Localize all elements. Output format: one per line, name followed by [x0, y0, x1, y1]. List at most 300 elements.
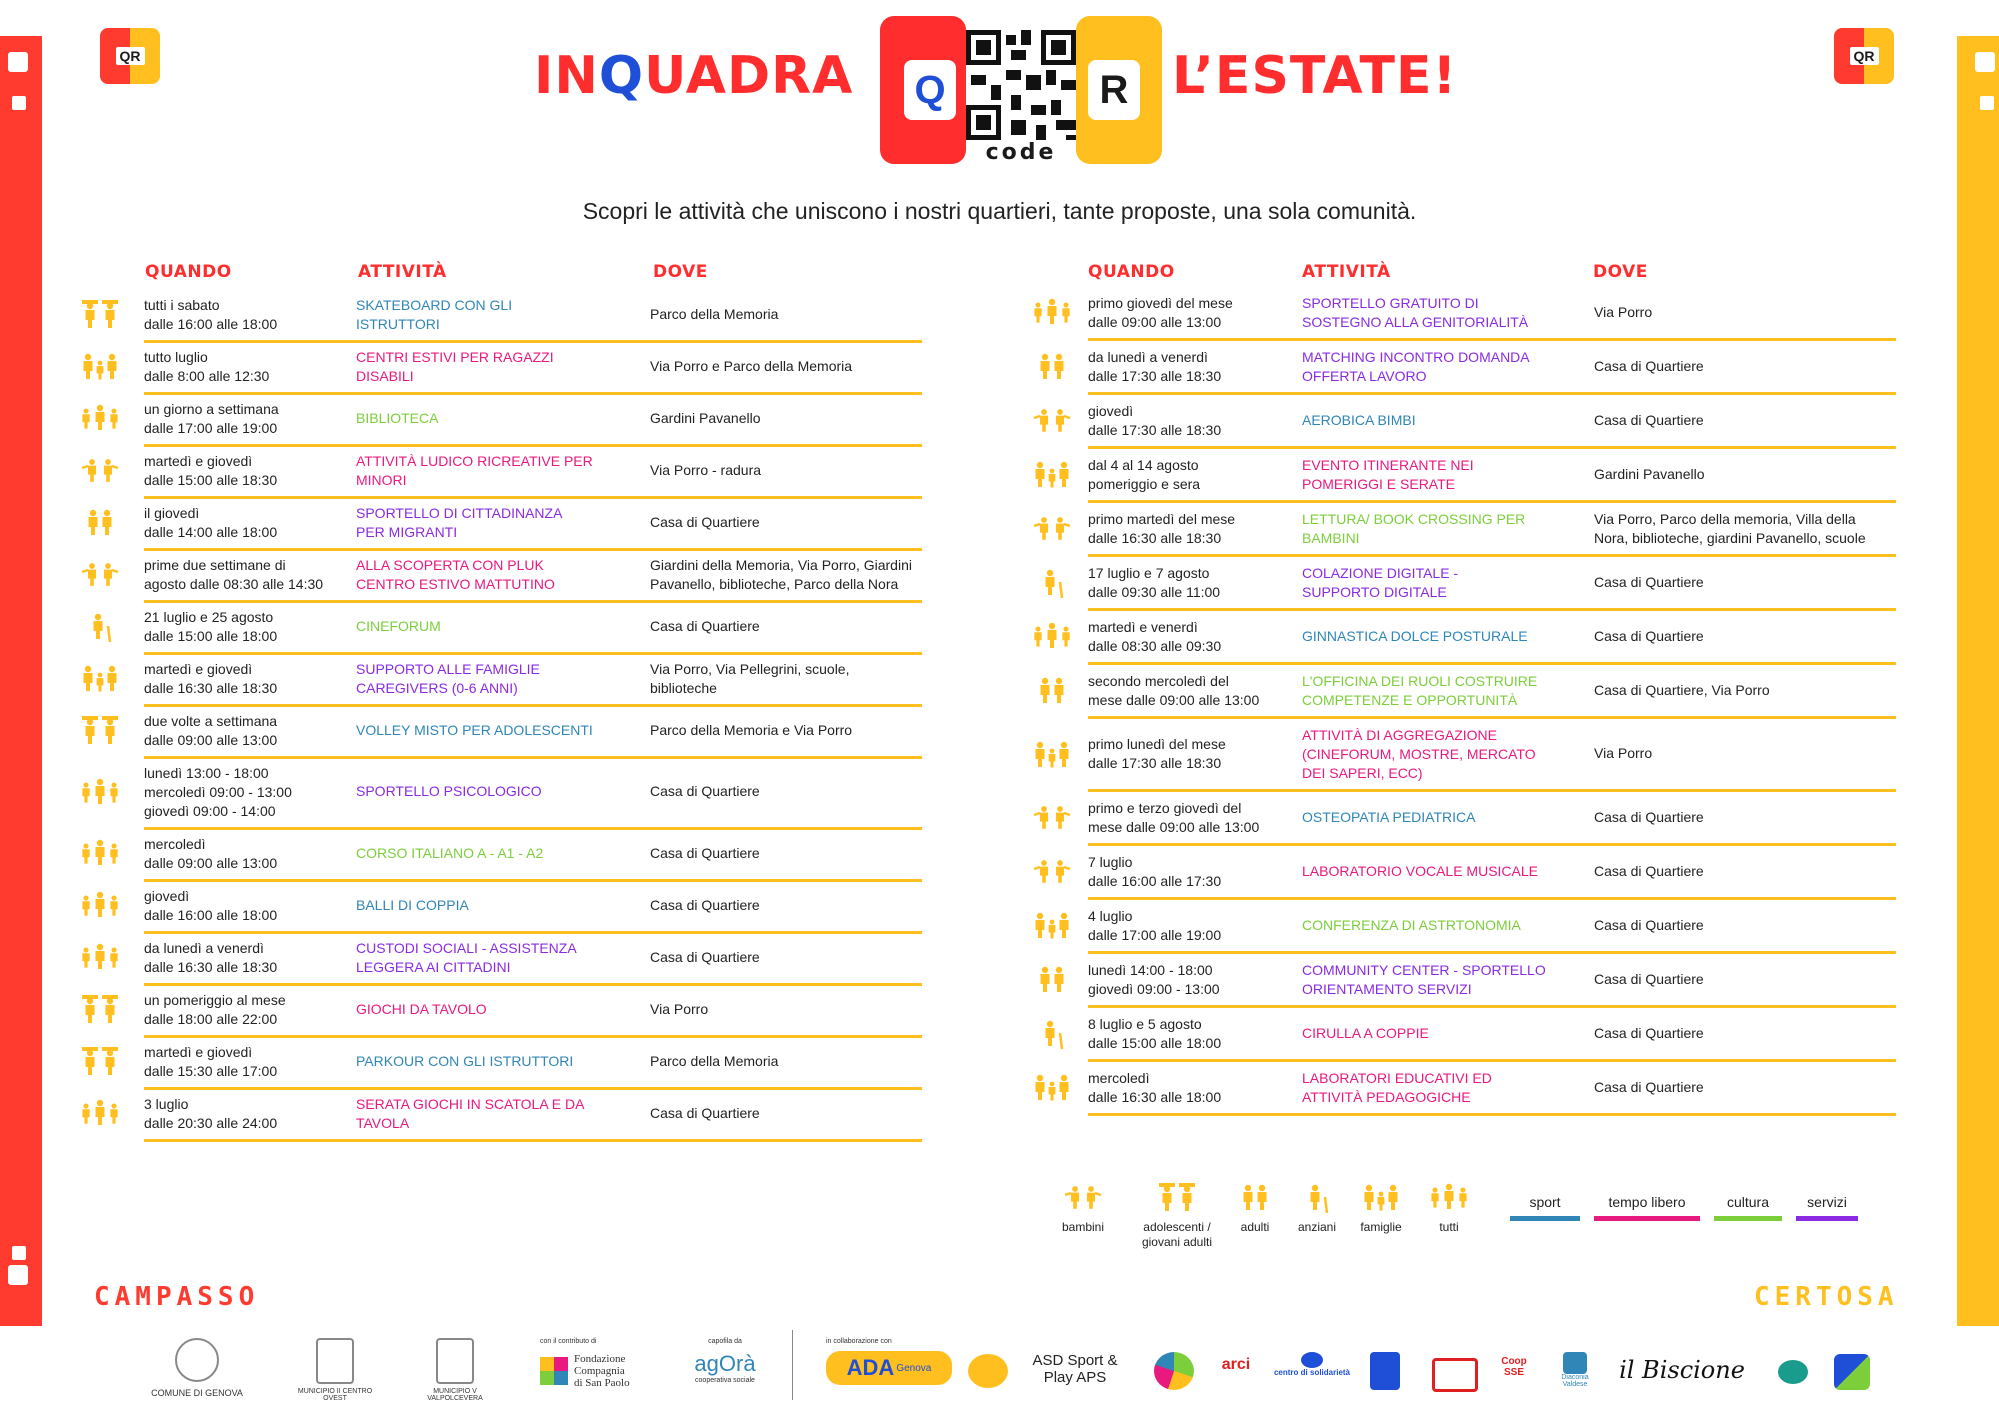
row-when [1088, 564, 1220, 602]
row-activity [1302, 672, 1537, 710]
row-when-line: dalle 17:30 alle 18:30 [1088, 755, 1222, 771]
row-activity-line: CINEFORUM [356, 618, 441, 634]
row-where-line: Pavanello, biblioteche, Parco della Nora [650, 576, 899, 592]
sponsor-handprint-icon [1154, 1352, 1194, 1390]
row-when [144, 660, 277, 698]
bambini-icon [1030, 855, 1074, 889]
row-divider [1088, 716, 1896, 719]
row-when [1088, 402, 1221, 440]
legend-category-label: tempo libero [1608, 1194, 1686, 1210]
row-activity [1302, 411, 1416, 430]
row-activity-line: ALLA SCOPERTA CON PLUK [356, 557, 544, 573]
legend-label: adolescenti / [1143, 1220, 1211, 1234]
row-where [650, 1000, 708, 1019]
row-where [1594, 573, 1704, 592]
legend-category-swatch [1714, 1216, 1782, 1221]
row-activity-line: POMERIGGI E SERATE [1302, 476, 1455, 492]
left-row-10 [78, 831, 958, 883]
legend-adolescenti [1132, 1180, 1222, 1250]
row-divider [144, 444, 922, 447]
left-peg-mid [12, 96, 26, 110]
bambini-icon [78, 558, 122, 592]
row-when-line: 4 luglio [1088, 908, 1133, 924]
adolescenti-icon [78, 1045, 122, 1079]
qr-badge-right-text: QR [1850, 47, 1879, 65]
row-divider [1088, 608, 1896, 611]
bambini-icon [1030, 801, 1074, 835]
fondazione-line1: Fondazione [574, 1353, 626, 1365]
legend-tutti [1424, 1180, 1474, 1235]
row-activity [356, 1000, 487, 1019]
row-when-line: mercoledì [1088, 1070, 1150, 1086]
row-when-line: dalle 09:00 alle 13:00 [144, 855, 278, 871]
right-frame-bar [1957, 36, 1999, 1326]
row-activity [1302, 294, 1528, 332]
row-activity-line: ATTIVITÀ LUDICO RICREATIVE PER [356, 453, 593, 469]
row-activity [1302, 961, 1546, 999]
row-activity [356, 939, 577, 977]
row-when-line: dalle 17:30 alle 18:30 [1088, 422, 1222, 438]
legend-category-label: servizi [1807, 1194, 1847, 1210]
left-row-5 [78, 552, 958, 604]
row-when-line: martedì e giovedì [144, 453, 253, 469]
row-when-line: dalle 16:30 alle 18:30 [144, 959, 278, 975]
row-where [650, 556, 912, 594]
row-where [1594, 465, 1705, 484]
row-when [144, 712, 277, 750]
right-header-when: QUANDO [1088, 262, 1175, 282]
row-activity [1302, 808, 1475, 827]
row-activity-line: SERATA GIOCHI IN SCATOLA E DA [356, 1096, 585, 1112]
row-where [650, 1104, 760, 1123]
row-when-line: dalle 17:00 alle 19:00 [144, 420, 278, 436]
row-activity-line: MINORI [356, 472, 407, 488]
row-divider [1088, 789, 1896, 792]
logo-r-block [1076, 16, 1162, 164]
row-when-line: prime due settimane di [144, 557, 286, 573]
municipio2-crest-icon [316, 1338, 354, 1384]
right-row-2 [1030, 398, 1940, 450]
row-divider [1088, 500, 1896, 503]
page-title-left [534, 46, 853, 126]
row-activity-line: BIBLIOTECA [356, 410, 439, 426]
neighborhood-left: CAMPASSO [94, 1282, 260, 1312]
legend-label: anziani [1297, 1220, 1337, 1234]
row-divider [1088, 1059, 1896, 1062]
row-activity [1302, 456, 1474, 494]
row-activity [356, 896, 469, 915]
row-when-line: 17 luglio e 7 agosto [1088, 565, 1210, 581]
row-where [1594, 744, 1652, 763]
row-where-line: Gardini Pavanello [650, 410, 761, 426]
row-activity-line: CENTRO ESTIVO MATTUTINO [356, 576, 555, 592]
row-where-line: Via Porro - radura [650, 462, 762, 478]
famiglie-icon [78, 662, 122, 696]
adulti-icon [1030, 350, 1074, 384]
right-row-14 [1030, 1065, 1940, 1117]
tutti-icon [1030, 296, 1074, 330]
row-activity [356, 844, 543, 863]
row-when [1088, 799, 1259, 837]
sponsor-municipio2-label: MUNICIPIO II CENTRO OVEST [297, 1388, 373, 1402]
logo-q-block [880, 16, 966, 164]
row-when-line: dalle 08:30 alle 09:30 [1088, 638, 1222, 654]
row-activity-line: SUPPORTO ALLE FAMIGLIE [356, 661, 540, 677]
right-row-13 [1030, 1011, 1940, 1063]
row-when [1088, 456, 1200, 494]
row-when-line: da lunedì a venerdì [1088, 349, 1208, 365]
left-row-0 [78, 292, 958, 344]
sponsor-ada [826, 1338, 956, 1385]
row-when [1088, 961, 1220, 999]
sponsor-divider [792, 1330, 793, 1400]
row-activity-line: CORSO ITALIANO A - A1 - A2 [356, 845, 544, 861]
row-activity [1302, 564, 1458, 602]
agora-sub: cooperativa sociale [695, 1377, 755, 1384]
row-where [650, 617, 760, 636]
left-row-1 [78, 344, 958, 396]
row-where-line: Nora, biblioteche, giardini Pavanello, scuole [1594, 530, 1866, 546]
left-row-4 [78, 500, 958, 552]
row-where-line: Casa di Quartiere, Via Porro [1594, 682, 1770, 698]
row-where [650, 409, 761, 428]
qr-code-image [966, 30, 1076, 140]
sponsor-biscione [1612, 1356, 1752, 1384]
right-row-3 [1030, 452, 1940, 504]
row-activity [356, 296, 512, 334]
row-activity-line: CONFERENZA DI ASTRTONOMIA [1302, 917, 1521, 933]
row-when [144, 296, 277, 334]
legend-label: famiglie [1360, 1220, 1402, 1234]
municipio5-crest-icon [436, 1338, 474, 1384]
row-when-line: il giovedì [144, 505, 200, 521]
row-where-line: Parco della Memoria [650, 306, 779, 322]
row-when-line: primo giovedì del mese [1088, 295, 1233, 311]
row-where [1594, 357, 1704, 376]
row-activity-line: LEGGERA AI CITTADINI [356, 959, 511, 975]
neighborhood-right: CERTOSA [1754, 1282, 1899, 1312]
legend-category-swatch [1796, 1216, 1858, 1221]
sponsor-arci [1216, 1356, 1256, 1374]
row-when-line: un pomeriggio al mese [144, 992, 286, 1008]
row-where-line: Parco della Memoria e Via Porro [650, 722, 853, 738]
logo-q-letter: Q [904, 60, 956, 120]
qr-code-icon [966, 30, 1076, 140]
row-activity-line: ISTRUTTORI [356, 316, 440, 332]
logo-r-letter: R [1088, 60, 1140, 120]
anziani-icon [1030, 566, 1074, 600]
sponsors-strip [0, 1326, 1999, 1414]
row-activity [356, 617, 441, 636]
sponsor-asd [1030, 1352, 1120, 1386]
row-where [1594, 970, 1704, 989]
row-divider [144, 1139, 922, 1142]
row-divider [144, 340, 922, 343]
right-row-8 [1030, 722, 1940, 793]
left-row-12 [78, 935, 958, 987]
row-where-line: Casa di Quartiere [650, 514, 760, 530]
row-divider [144, 756, 922, 759]
sponsor-comune-label: COMUNE DI GENOVA [151, 1388, 243, 1398]
row-when-line: primo martedì del mese [1088, 511, 1236, 527]
right-row-10 [1030, 849, 1940, 901]
row-when [1088, 735, 1226, 773]
row-when-line: dalle 16:30 alle 18:30 [1088, 530, 1222, 546]
row-activity [1302, 1069, 1492, 1107]
row-when-line: martedì e venerdì [1088, 619, 1198, 635]
row-when [1088, 1069, 1221, 1107]
collab-label: in collaborazione con [826, 1338, 892, 1345]
row-when [1088, 1015, 1221, 1053]
row-activity-line: GINNASTICA DOLCE POSTURALE [1302, 628, 1528, 644]
centro-name: centro di solidarietà [1273, 1368, 1351, 1377]
sponsor-bird-icon [1778, 1360, 1808, 1384]
left-header-activity: ATTIVITÀ [358, 262, 447, 282]
row-when-line: dalle 17:00 alle 19:00 [1088, 927, 1222, 943]
tutti-icon [78, 776, 122, 810]
row-when [144, 764, 292, 821]
row-divider [144, 392, 922, 395]
row-where [1594, 303, 1652, 322]
right-peg-mid [1980, 96, 1994, 110]
bambini-icon [1030, 512, 1074, 546]
left-top-notch [0, 0, 42, 36]
tutti-icon [78, 941, 122, 975]
left-frame-bar [0, 36, 42, 1326]
tutti-icon [78, 402, 122, 436]
row-when-line: dalle 09:30 alle 11:00 [1088, 584, 1221, 600]
title-uadra: UADRA [644, 46, 854, 106]
row-divider [144, 496, 922, 499]
row-where-line: Casa di Quartiere [1594, 1079, 1704, 1095]
row-activity-line: PER MIGRANTI [356, 524, 458, 540]
left-peg-top [8, 52, 28, 72]
row-when-line: dalle 16:00 alle 17:30 [1088, 873, 1222, 889]
row-when-line: dalle 14:00 alle 18:00 [144, 524, 278, 540]
row-activity [1302, 510, 1525, 548]
row-when-line: primo lunedì del mese [1088, 736, 1226, 752]
adolescenti-icon [78, 714, 122, 748]
row-activity-line: CENTRI ESTIVI PER RAGAZZI [356, 349, 554, 365]
legend-category-label: sport [1529, 1194, 1561, 1210]
row-activity-line: L'OFFICINA DEI RUOLI COSTRUIRE [1302, 673, 1538, 689]
ada-name: ADA [846, 1355, 895, 1380]
row-divider [144, 652, 922, 655]
row-activity [356, 504, 562, 542]
row-when [144, 939, 277, 977]
tutti-icon [78, 889, 122, 923]
row-when [1088, 907, 1221, 945]
row-activity [356, 409, 438, 428]
right-row-7 [1030, 668, 1940, 720]
left-row-9 [78, 760, 958, 831]
sponsor-stripes-icon [1834, 1354, 1870, 1390]
row-where [1594, 627, 1704, 646]
row-divider [1088, 338, 1896, 341]
row-where-line: Casa di Quartiere [1594, 574, 1704, 590]
anziani-icon [78, 610, 122, 644]
row-activity-line: ATTIVITÀ DI AGGREGAZIONE [1302, 727, 1497, 743]
left-row-2 [78, 396, 958, 448]
row-where-line: Parco della Memoria [650, 1053, 779, 1069]
row-where [650, 660, 849, 698]
right-header-activity: ATTIVITÀ [1302, 262, 1391, 282]
row-when [144, 887, 277, 925]
right-row-5 [1030, 560, 1940, 612]
adulti-icon [1233, 1180, 1277, 1216]
row-activity-line: CUSTODI SOCIALI - ASSISTENZA [356, 940, 577, 956]
row-activity-line: ATTIVITÀ PEDAGOGICHE [1302, 1089, 1471, 1105]
row-when-line: dalle 20:30 alle 24:00 [144, 1115, 278, 1131]
row-where [650, 1052, 778, 1071]
row-where-line: biblioteche [650, 680, 717, 696]
fondazione-logo-icon [540, 1357, 568, 1385]
arci-name: arci [1221, 1356, 1251, 1373]
row-where-line: Casa di Quartiere [1594, 628, 1704, 644]
row-where [650, 721, 852, 740]
row-where-line: Casa di Quartiere [1594, 809, 1704, 825]
row-where-line: Via Porro [650, 1001, 709, 1017]
row-where-line: Casa di Quartiere [650, 845, 760, 861]
row-where-line: Casa di Quartiere [650, 618, 760, 634]
row-divider [1088, 1113, 1896, 1116]
adolescenti-icon [78, 993, 122, 1027]
famiglie-icon [1030, 1071, 1074, 1105]
row-when-line: dalle 16:30 alle 18:30 [144, 680, 278, 696]
row-when-line: mercoledì [144, 836, 206, 852]
left-peg-bottom [8, 1265, 28, 1285]
row-activity [356, 452, 593, 490]
title-q: Q [598, 46, 645, 106]
row-activity-line: DISABILI [356, 368, 414, 384]
sponsor-coop [1494, 1356, 1534, 1378]
row-where-line: Casa di Quartiere [650, 1105, 760, 1121]
left-row-7 [78, 656, 958, 708]
row-activity-line: LABORATORI EDUCATIVI ED [1302, 1070, 1492, 1086]
sponsor-sun-logo-icon [968, 1354, 1008, 1388]
tutti-icon [78, 837, 122, 871]
row-where-line: Casa di Quartiere [1594, 971, 1704, 987]
row-activity [1302, 627, 1528, 646]
qr-badge-left [100, 28, 160, 84]
row-activity-line: SPORTELLO DI CITTADINANZA [356, 505, 563, 521]
row-when [1088, 853, 1221, 891]
right-row-1 [1030, 344, 1940, 396]
row-divider [144, 983, 922, 986]
row-where-line: Casa di Quartiere [1594, 1025, 1704, 1041]
row-where [1594, 808, 1704, 827]
row-when-line: dalle 15:00 alle 18:00 [144, 628, 278, 644]
sponsor-municipio5 [410, 1338, 500, 1402]
row-activity-line: BAMBINI [1302, 530, 1360, 546]
row-when [144, 556, 323, 594]
row-where-line: Via Porro [1594, 304, 1653, 320]
row-activity-line: SPORTELLO PSICOLOGICO [356, 783, 542, 799]
tutti-icon [1427, 1180, 1471, 1216]
row-when-line: agosto dalle 08:30 alle 14:30 [144, 576, 324, 592]
row-activity-line: MATCHING INCONTRO DOMANDA [1302, 349, 1530, 365]
row-when-line: dalle 15:00 alle 18:30 [144, 472, 278, 488]
row-where [650, 513, 760, 532]
right-row-9 [1030, 795, 1940, 847]
famiglie-icon [78, 350, 122, 384]
row-activity-line: ORIENTAMENTO SERVIZI [1302, 981, 1472, 997]
row-divider [144, 1035, 922, 1038]
legend-bambini [1058, 1180, 1108, 1235]
row-activity-line: OFFERTA LAVORO [1302, 368, 1427, 384]
row-activity [356, 660, 540, 698]
biscione-name: il Biscione [1619, 1356, 1745, 1384]
row-activity-line: SKATEBOARD CON GLI [356, 297, 513, 313]
row-where [650, 844, 760, 863]
row-activity [356, 721, 593, 740]
row-activity-line: SOSTEGNO ALLA GENITORIALITÀ [1302, 314, 1529, 330]
row-when-line: dalle 8:00 alle 12:30 [144, 368, 270, 384]
row-activity-line: SPORTELLO GRATUITO DI [1302, 295, 1479, 311]
row-where-line: Casa di Quartiere [650, 897, 760, 913]
row-when-line: da lunedì a venerdì [144, 940, 264, 956]
diaconia-icon [1563, 1352, 1587, 1374]
row-divider [1088, 1005, 1896, 1008]
row-activity-line: SUPPORTO DIGITALE [1302, 584, 1447, 600]
row-activity-line: PARKOUR CON GLI ISTRUTTORI [356, 1053, 574, 1069]
title-in: IN [534, 46, 599, 106]
right-row-6 [1030, 614, 1940, 666]
left-row-14 [78, 1039, 958, 1091]
row-where [650, 896, 760, 915]
row-when-line: giovedì 09:00 - 13:00 [1088, 981, 1220, 997]
row-when-line: giovedì 09:00 - 14:00 [144, 803, 276, 819]
right-header-where: DOVE [1593, 262, 1648, 282]
legend-label: bambini [1061, 1220, 1105, 1234]
left-row-13 [78, 987, 958, 1039]
diaconia-name: Diaconia Valdese [1561, 1374, 1589, 1388]
famiglie-icon [1030, 909, 1074, 943]
row-where [650, 461, 761, 480]
row-where-line: Via Porro, Parco della memoria, Villa della [1594, 511, 1856, 527]
row-when [144, 608, 277, 646]
row-where-line: Gardini Pavanello [1594, 466, 1705, 482]
row-where [1594, 510, 1866, 548]
row-where-line: Via Porro, Via Pellegrini, scuole, [650, 661, 850, 677]
row-when-line: giovedì [144, 888, 190, 904]
row-activity-line: (CINEFORUM, MOSTRE, MERCATO [1302, 746, 1536, 762]
famiglie-icon [1030, 738, 1074, 772]
left-row-3 [78, 448, 958, 500]
coop-name: Coop SSE [1501, 1356, 1527, 1378]
row-divider [1088, 446, 1896, 449]
row-divider [1088, 951, 1896, 954]
bambini-icon [1030, 404, 1074, 438]
row-divider [1088, 897, 1896, 900]
row-when-line: mese dalle 09:00 alle 13:00 [1088, 819, 1260, 835]
row-activity-line: GIOCHI DA TAVOLO [356, 1001, 487, 1017]
row-activity [356, 782, 542, 801]
row-when-line: 21 luglio e 25 agosto [144, 609, 274, 625]
right-row-0 [1030, 290, 1940, 342]
row-activity-line: EVENTO ITINERANTE NEI [1302, 457, 1474, 473]
sponsor-municipio5-label: MUNICIPIO V VALPOLCEVERA [427, 1388, 483, 1402]
row-divider [1088, 554, 1896, 557]
legend-label: adulti [1240, 1220, 1270, 1234]
row-divider [1088, 392, 1896, 395]
right-row-11 [1030, 903, 1940, 955]
sponsor-fondazione [540, 1338, 660, 1389]
row-when-line: secondo mercoledì del [1088, 673, 1229, 689]
sponsor-comune [142, 1338, 252, 1398]
row-activity-line: COLAZIONE DIGITALE - [1302, 565, 1459, 581]
legend-famiglie [1356, 1180, 1406, 1235]
